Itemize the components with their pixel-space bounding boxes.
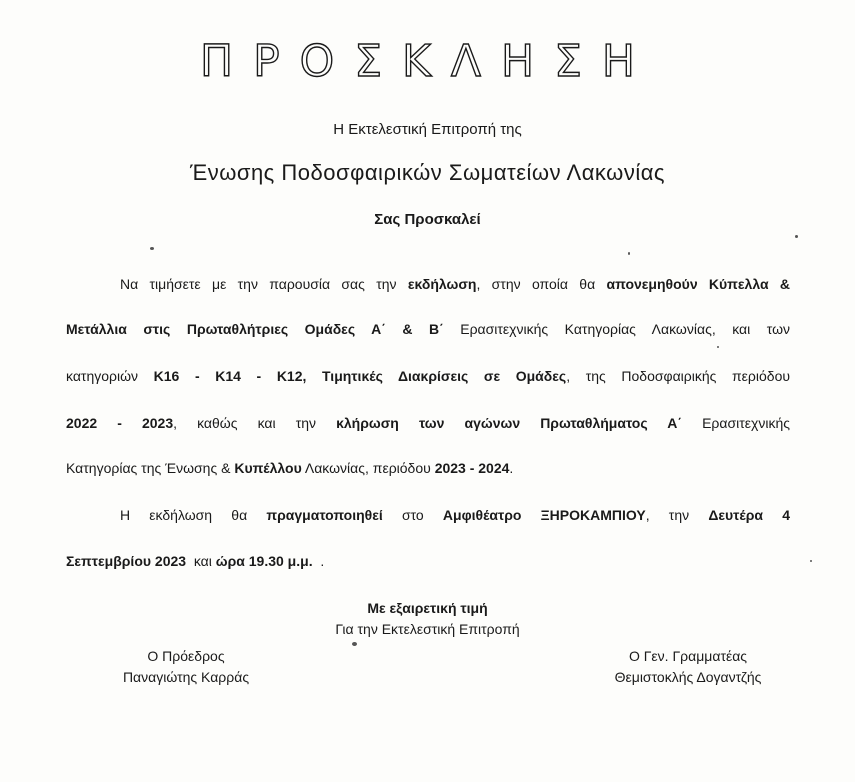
paragraph1-line3 bbox=[66, 366, 790, 386]
text-segment: Ερασιτεχνικής bbox=[681, 415, 790, 431]
document-title: ΠΡΟΣΚΛΗΣΗ bbox=[200, 36, 655, 87]
text-segment: Η εκδήλωση θα bbox=[120, 507, 267, 523]
text-segment: Ερασιτεχνικής Κατηγορίας Λακωνίας, και των bbox=[443, 321, 790, 337]
scan-speck bbox=[150, 247, 154, 250]
scan-speck bbox=[717, 346, 719, 348]
intro-invites: Σας Προσκαλεί bbox=[374, 211, 481, 228]
intro-union-name: Ένωσης Ποδοσφαιρικών Σωματείων Λακωνίας bbox=[189, 160, 666, 185]
paragraph1-line4 bbox=[66, 413, 790, 433]
text-segment: Κατηγορίας της Ένωσης & bbox=[66, 460, 235, 476]
closing-block bbox=[0, 598, 855, 640]
signature-role: Ο Πρόεδρος bbox=[147, 648, 225, 664]
paragraph1-line2 bbox=[66, 319, 790, 339]
text-segment: . bbox=[312, 553, 325, 569]
text-segment: , της Ποδοσφαιρικής περιόδου bbox=[566, 368, 791, 384]
scan-speck bbox=[352, 642, 357, 646]
text-segment: . bbox=[509, 460, 514, 476]
paragraph2-line2 bbox=[66, 551, 790, 571]
text-segment: πραγματοποιηθεί bbox=[266, 507, 383, 523]
scan-speck bbox=[810, 560, 812, 562]
closing-committee: Για την Εκτελεστική Επιτροπή bbox=[335, 621, 520, 637]
paragraph2-line1 bbox=[120, 505, 790, 525]
intro-committee: Η Εκτελεστική Επιτροπή της bbox=[333, 121, 522, 138]
text-segment: Αμφιθέατρο ΞΗΡΟΚΑΜΠΙΟΥ bbox=[442, 507, 646, 523]
signature-president bbox=[96, 646, 276, 688]
signature-role: Ο Γεν. Γραμματέας bbox=[628, 648, 748, 664]
text-segment: Δευτέρα 4 bbox=[708, 507, 790, 523]
text-segment: , την bbox=[645, 507, 709, 523]
text-segment: απονεμηθούν Κύπελλα & bbox=[606, 276, 790, 292]
text-segment: ώρα 19.30 μ.μ. bbox=[215, 553, 313, 569]
text-segment: στο bbox=[382, 507, 443, 523]
signature-name: Θεμιστοκλής Δογαντζής bbox=[614, 669, 762, 685]
text-segment: , στην οποία θα bbox=[476, 276, 607, 292]
closing-regards: Με εξαιρετική τιμή bbox=[367, 600, 488, 616]
scan-speck bbox=[795, 235, 798, 238]
text-segment: Να τιμήσετε με την παρουσία σας την bbox=[120, 276, 408, 292]
text-segment: Κυπέλλου bbox=[234, 460, 302, 476]
paragraph1-line5 bbox=[66, 458, 790, 478]
text-segment: εκδήλωση bbox=[407, 276, 477, 292]
text-segment: 2022 - 2023 bbox=[66, 415, 174, 431]
text-segment: κλήρωση των αγώνων Πρωταθλήματος Α΄ bbox=[336, 415, 682, 431]
text-segment: Σεπτεμβρίου 2023 bbox=[66, 553, 187, 569]
text-segment: και bbox=[186, 553, 216, 569]
text-segment: Μετάλλια στις Πρωταθλήτριες Ομάδες Α΄ & Β΄ bbox=[66, 321, 444, 337]
text-segment: , καθώς και την bbox=[173, 415, 337, 431]
paragraph1-line1 bbox=[120, 274, 790, 294]
signature-secretary bbox=[578, 646, 798, 688]
signature-name: Παναγιώτης Καρράς bbox=[122, 669, 250, 685]
scan-speck bbox=[628, 252, 630, 255]
text-segment: κατηγοριών bbox=[66, 368, 154, 384]
text-segment: 2023 - 2024 bbox=[434, 460, 510, 476]
text-segment: Λακωνίας, περιόδου bbox=[301, 460, 435, 476]
text-segment: Κ16 - Κ14 - Κ12, Τιμητικές Διακρίσεις σε Ομάδες bbox=[153, 368, 567, 384]
